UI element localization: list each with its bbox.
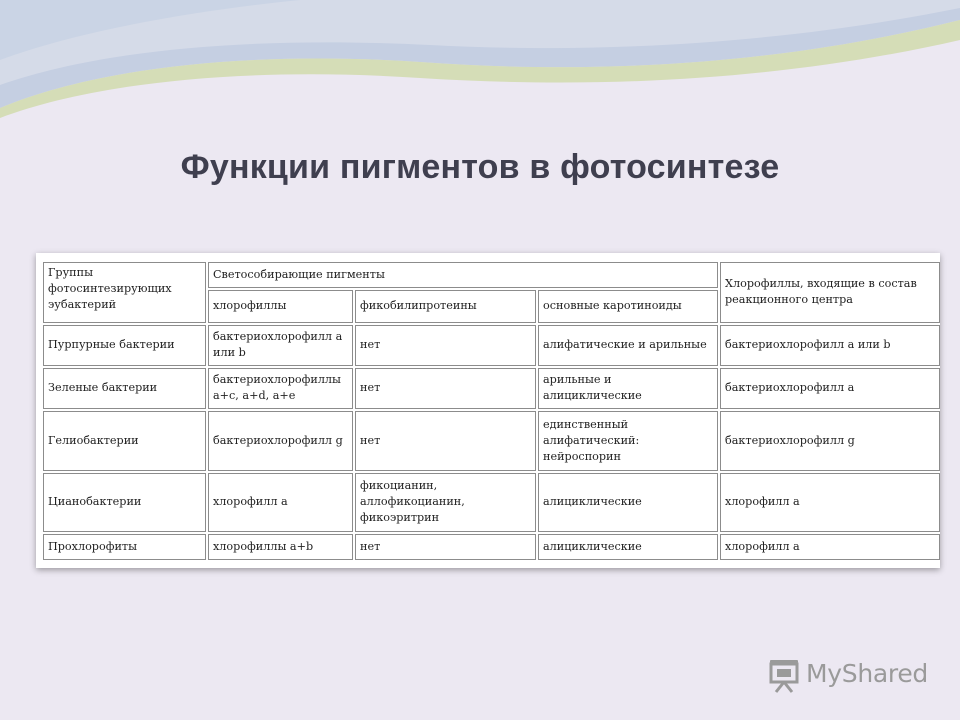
- table-row: [43, 368, 940, 409]
- background-wave-decoration: [0, 0, 960, 130]
- header-light-harvesting: Светособирающие пигменты: [208, 262, 718, 288]
- cell-chlorophylls: хлорофилл a: [208, 473, 353, 533]
- pigment-table-card: [36, 253, 940, 568]
- table-row: [43, 534, 940, 560]
- cell-chlorophylls: бактериохлорофилл a или b: [208, 325, 353, 366]
- header-carotenoids: основные каротиноиды: [538, 290, 718, 323]
- header-chlorophylls: хлорофиллы: [208, 290, 353, 323]
- cell-carotenoids: алифатические и арильные: [538, 325, 718, 366]
- cell-chlorophylls: хлорофиллы a+b: [208, 534, 353, 560]
- cell-reaction-center: бактериохлорофилл a или b: [720, 325, 940, 366]
- cell-phycobiliproteins: нет: [355, 411, 536, 471]
- cell-phycobiliproteins: фикоцианин, аллофикоцианин, фикоэритрин: [355, 473, 536, 533]
- cell-carotenoids: алициклические: [538, 473, 718, 533]
- projector-screen-icon: [766, 659, 802, 693]
- myshared-logo: [766, 657, 936, 693]
- cell-group: Зеленые бактерии: [43, 368, 206, 409]
- cell-carotenoids: единственный алифатический: нейроспорин: [538, 411, 718, 471]
- cell-group: Цианобактерии: [43, 473, 206, 533]
- cell-phycobiliproteins: нет: [355, 368, 536, 409]
- header-phycobiliproteins: фикобилипротеины: [355, 290, 536, 323]
- cell-carotenoids: арильные и алициклические: [538, 368, 718, 409]
- slide-title: Функции пигментов в фотосинтезе: [180, 148, 780, 186]
- cell-group: Гелиобактерии: [43, 411, 206, 471]
- cell-reaction-center: хлорофилл a: [720, 473, 940, 533]
- cell-reaction-center: бактериохлорофилл g: [720, 411, 940, 471]
- cell-chlorophylls: бактериохлорофилл g: [208, 411, 353, 471]
- header-groups: Группы фотосинтезирующих эубактерий: [43, 262, 206, 323]
- cell-phycobiliproteins: нет: [355, 534, 536, 560]
- cell-group: Прохлорофиты: [43, 534, 206, 560]
- cell-carotenoids: алициклические: [538, 534, 718, 560]
- table-row: [43, 473, 940, 533]
- header-reaction-center: Хлорофиллы, входящие в состав реакционного центра: [720, 262, 940, 323]
- table-row: [43, 411, 940, 471]
- pigment-functions-table: [41, 260, 942, 562]
- table-header-row: [43, 262, 940, 288]
- cell-group: Пурпурные бактерии: [43, 325, 206, 366]
- cell-reaction-center: хлорофилл a: [720, 534, 940, 560]
- table-row: [43, 325, 940, 366]
- cell-phycobiliproteins: нет: [355, 325, 536, 366]
- cell-chlorophylls: бактериохлорофиллы a+c, a+d, a+e: [208, 368, 353, 409]
- cell-reaction-center: бактериохлорофилл a: [720, 368, 940, 409]
- logo-text: MyShared: [806, 659, 928, 688]
